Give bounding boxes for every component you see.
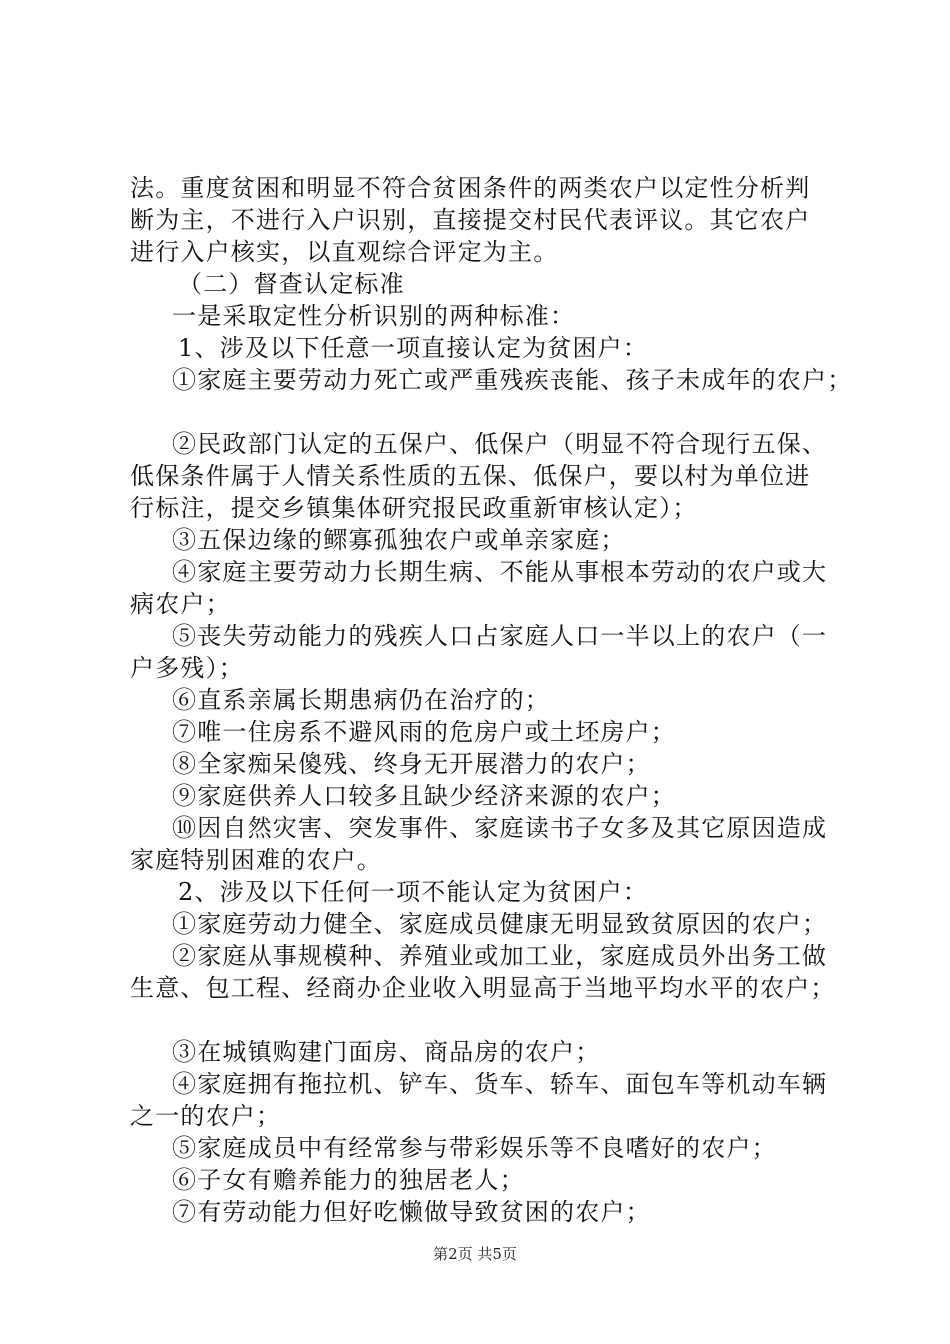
list-item: ⑤丧失劳动能力的残疾人口占家庭人口一半以上的农户（一 [172, 622, 828, 650]
list-item: ③五保边缘的鳏寡孤独农户或单亲家庭； [172, 526, 626, 554]
text-line: 生意、包工程、经商办企业收入明显高于当地平均水平的农户； [130, 974, 836, 1002]
list-item: ②家庭从事规模种、养殖业或加工业，家庭成员外出务工做 [172, 942, 828, 970]
spacer [130, 1004, 842, 1036]
text-line: 一是采取定性分析识别的两种标准： [172, 302, 576, 330]
list-item: ⑥子女有赡养能力的独居老人； [172, 1166, 525, 1194]
list-item: ⑨家庭供养人口较多且缺少经济来源的农户； [172, 782, 676, 810]
text-line: 法。重度贫困和明显不符合贫困条件的两类农户以定性分析判 [130, 174, 811, 202]
text-line: 低保条件属于人情关系性质的五保、低保户，要以村为单位进 [130, 462, 811, 490]
text-line: 断为主，不进行入户识别，直接提交村民代表评议。其它农户 [130, 206, 811, 234]
list-item: ⑩因自然灾害、突发事件、家庭读书子女多及其它原因造成 [172, 814, 828, 842]
text-line: 户多残）； [130, 654, 244, 682]
list-item: ⑤家庭成员中有经常参与带彩娱乐等不良嗜好的农户； [172, 1134, 777, 1162]
list-item: ④家庭拥有拖拉机、铲车、货车、轿车、面包车等机动车辆 [172, 1070, 828, 1098]
text-line: 行标注，提交乡镇集体研究报民政重新审核认定）； [130, 494, 698, 522]
list-item: ④家庭主要劳动力长期生病、不能从事根本劳动的农户或大 [172, 558, 828, 586]
text-line: 2、涉及以下任何一项不能认定为贫困户： [178, 878, 649, 906]
list-item: ③在城镇购建门面房、商品房的农户； [172, 1038, 601, 1066]
list-item: ①家庭主要劳动力死亡或严重残疾丧能、孩子未成年的农户； [172, 366, 853, 394]
body-text [130, 172, 853, 1228]
list-item: ⑦唯一住房系不避风雨的危房户或土坯房户； [172, 718, 676, 746]
page-number: 第2页 共5页 [433, 1245, 517, 1263]
text-line: 病农户； [130, 590, 231, 618]
text-line: 之一的农户； [130, 1102, 282, 1130]
spacer [130, 396, 842, 428]
list-item: ⑧全家痴呆傻残、终身无开展潜力的农户； [172, 750, 651, 778]
text-line: 进行入户核实，以直观综合评定为主。 [130, 238, 559, 266]
list-item: ①家庭劳动力健全、家庭成员健康无明显致贫原因的农户； [172, 910, 828, 938]
list-item: ②民政部门认定的五保户、低保户（明显不符合现行五保、 [172, 430, 828, 458]
section-heading: （二）督查认定标准 [178, 270, 405, 298]
text-line: 家庭特别困难的农户。 [130, 846, 382, 874]
list-item: ⑦有劳动能力但好吃懒做导致贫困的农户； [172, 1198, 651, 1226]
text-line: 1、涉及以下任意一项直接认定为贫困户： [178, 334, 649, 362]
list-item: ⑥直系亲属长期患病仍在治疗的； [172, 686, 550, 714]
